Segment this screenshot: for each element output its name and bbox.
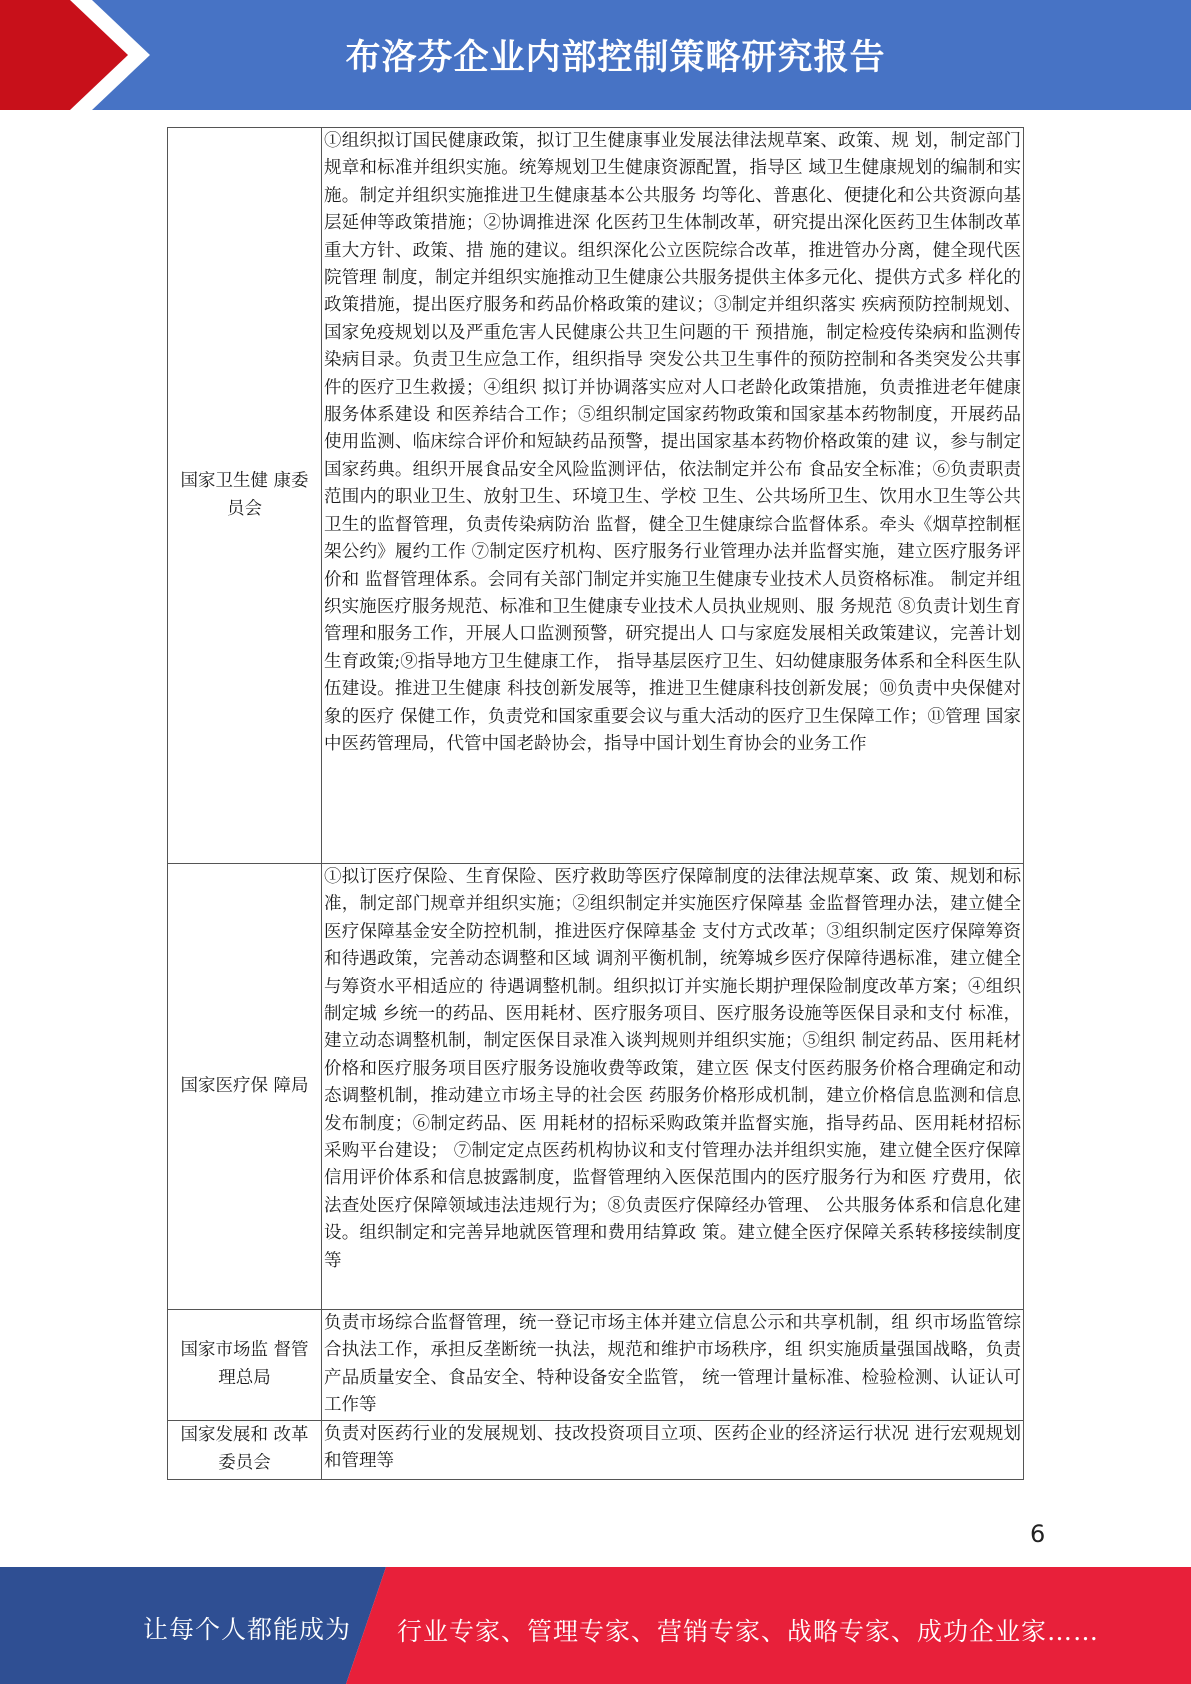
- footer-slogan-right: 行业专家、管理专家、营销专家、战略专家、成功企业家……: [397, 1617, 1100, 1646]
- table-row: [168, 1420, 1024, 1479]
- table-row: [168, 864, 1024, 1310]
- table-row: [168, 1310, 1024, 1421]
- table-row: [168, 128, 1024, 864]
- responsibility-table: [167, 127, 1024, 1480]
- page-number: 6: [1030, 1520, 1046, 1548]
- org-name-cell: 国家市场监 督管理总局: [168, 1310, 322, 1421]
- org-name-cell: 国家卫生健 康委员会: [168, 128, 322, 864]
- org-name-cell: 国家医疗保 障局: [168, 864, 322, 1310]
- org-name-cell: 国家发展和 改革委员会: [168, 1420, 322, 1479]
- page-header: [0, 0, 1191, 110]
- footer-slogan-left: 让每个人都能成为: [143, 1615, 352, 1644]
- duty-cell: ①拟订医疗保险、生育保险、医疗救助等医疗保障制度的法律法规草案、政 策、规划和标准，制定部门规章并组织实施；②组织制定并实施医疗保障基 金监督管理办法，建立健全医疗保障基金安全防控机制，推进医疗保障基金 支付方式改革；③组织制定医疗保障筹资和待遇政策，完善动态调整和区域 调剂平衡机制，统筹城乡医疗保障待遇标准，建立健全与筹资水平相适应的 待遇调整机制。组织拟订并实施长期护理保险制度改革方案；④组织制定城 乡统一的药品、医用耗材、医疗服务项目、医疗服务设施等医保目录和支付 标准，建立动态调整机制，制定医保目录准入谈判规则并组织实施；⑤组织 制定药品、医用耗材价格和医疗服务项目医疗服务设施收费等政策，建立医 保支付医药服务价格合理确定和动态调整机制，推动建立市场主导的社会医 药服务价格形成机制，建立价格信息监测和信息发布制度；⑥制定药品、医 用耗材的招标采购政策并监督实施，指导药品、医用耗材招标采购平台建设； ⑦制定定点医药机构协议和支付管理办法并组织实施，建立健全医疗保障信用评价体系和信息披露制度，监督管理纳入医保范围内的医疗服务行为和医 疗费用，依法查处医疗保障领域违法违规行为；⑧负责医疗保障经办管理、 公共服务体系和信息化建设。组织制定和完善异地就医管理和费用结算政 策。建立健全医疗保障关系转移接续制度等: [322, 864, 1024, 1310]
- duty-cell: 负责对医药行业的发展规划、技改投资项目立项、医药企业的经济运行状况 进行宏观规划和管理等: [322, 1420, 1024, 1479]
- duty-cell: 负责市场综合监督管理，统一登记市场主体并建立信息公示和共享机制，组 织市场监管综合执法工作，承担反垄断统一执法，规范和维护市场秩序，组 织实施质量强国战略，负责产品质量安全、食品安全、特种设备安全监管， 统一管理计量标准、检验检测、认证认可工作等: [322, 1310, 1024, 1421]
- duty-cell: ①组织拟订国民健康政策，拟订卫生健康事业发展法律法规草案、政策、规 划，制定部门规章和标准并组织实施。统筹规划卫生健康资源配置，指导区 域卫生健康规划的编制和实施。制定并组织实施推进卫生健康基本公共服务 均等化、普惠化、便捷化和公共资源向基层延伸等政策措施；②协调推进深 化医药卫生体制改革，研究提出深化医药卫生体制改革重大方针、政策、措 施的建议。组织深化公立医院综合改革，推进管办分离，健全现代医院管理 制度，制定并组织实施推动卫生健康公共服务提供主体多元化、提供方式多 样化的政策措施，提出医疗服务和药品价格政策的建议；③制定并组织落实 疾病预防控制规划、国家免疫规划以及严重危害人民健康公共卫生问题的干 预措施，制定检疫传染病和监测传染病目录。负责卫生应急工作，组织指导 突发公共卫生事件的预防控制和各类突发公共事件的医疗卫生救援；④组织 拟订并协调落实应对人口老龄化政策措施，负责推进老年健康服务体系建设 和医养结合工作；⑤组织制定国家药物政策和国家基本药物制度，开展药品 使用监测、临床综合评价和短缺药品预警，提出国家基本药物价格政策的建 议，参与制定国家药典。组织开展食品安全风险监测评估，依法制定并公布 食品安全标准；⑥负责职责范围内的职业卫生、放射卫生、环境卫生、学校 卫生、公共场所卫生、饮用水卫生等公共卫生的监督管理，负责传染病防治 监督，健全卫生健康综合监督体系。牵头《烟草控制框架公约》履约工作 ⑦制定医疗机构、医疗服务行业管理办法并监督实施，建立医疗服务评价和 监督管理体系。会同有关部门制定并实施卫生健康专业技术人员资格标准。 制定并组织实施医疗服务规范、标准和卫生健康专业技术人员执业规则、服 务规范 ⑧负责计划生育管理和服务工作，开展人口监测预警，研究提出人 口与家庭发展相关政策建议，完善计划生育政策;⑨指导地方卫生健康工作， 指导基层医疗卫生、妇幼健康服务体系和全科医生队伍建设。推进卫生健康 科技创新发展等，推进卫生健康科技创新发展；⑩负责中央保健对象的医疗 保健工作，负责党和国家重要会议与重大活动的医疗卫生保障工作；⑪管理 国家中医药管理局，代管中国老龄协会，指导中国计划生育协会的业务工作: [322, 128, 1024, 864]
- report-title: 布洛芬企业内部控制策略研究报告: [345, 38, 886, 78]
